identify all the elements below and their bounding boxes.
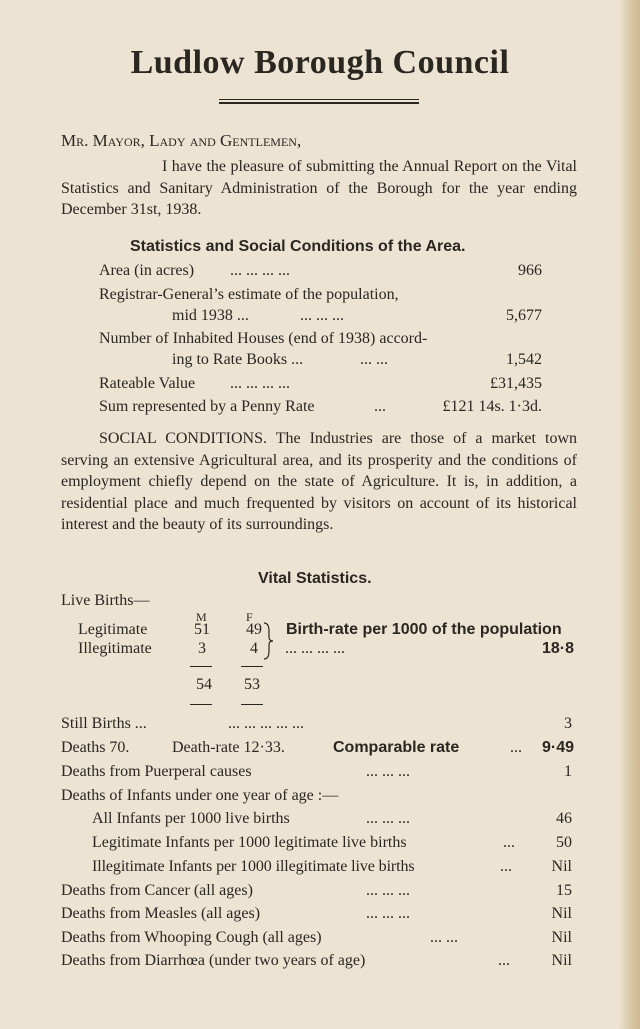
measles-value: Nil (551, 905, 572, 922)
total-rule-f-top (241, 666, 263, 667)
area-dots: ... ... ... ... (230, 262, 290, 279)
still-births-value: 3 (564, 715, 572, 732)
births-brace-icon (262, 621, 276, 661)
still-births-dots: ... ... ... ... ... (228, 715, 304, 732)
vital-heading: Vital Statistics. (258, 570, 372, 587)
total-m: 54 (196, 676, 212, 693)
page-edge-shading (618, 0, 640, 1029)
legitimate-f: 49 (246, 621, 262, 638)
diarrhoea-dots: ... (498, 952, 510, 969)
total-rule-m-bottom (190, 704, 212, 705)
area-value: 966 (518, 262, 542, 279)
page-title: Ludlow Borough Council (130, 44, 510, 81)
salutation: Mr. Mayor, Lady and Gentlemen, (61, 131, 302, 150)
title-rule (219, 99, 419, 104)
illegitimate-infants-dots: ... (500, 858, 512, 875)
puerperal-value: 1 (564, 763, 572, 780)
birth-rate-dots: ... ... ... ... (285, 640, 345, 657)
total-rule-f-bottom (241, 704, 263, 705)
birth-rate-label: Birth-rate per 1000 of the population (286, 621, 562, 638)
deaths-dots: ... (510, 739, 522, 756)
houses-label-1: Number of Inhabited Houses (end of 1938) accord- (99, 330, 428, 347)
estimate-label-1: Registrar-General’s estimate of the population, (99, 286, 399, 303)
measles-dots: ... ... ... (366, 905, 410, 922)
estimate-dots: ... ... ... (300, 307, 344, 324)
legitimate-infants-dots: ... (503, 834, 515, 851)
illegitimate-infants-value: Nil (551, 858, 572, 875)
illegitimate-infants-label: Illegitimate Infants per 1000 illegitimate live births (92, 858, 415, 875)
houses-dots: ... ... (360, 351, 388, 368)
legitimate-infants-label: Legitimate Infants per 1000 legitimate live births (92, 834, 407, 851)
col-header-m: M (196, 610, 207, 624)
infant-deaths-heading: Deaths of Infants under one year of age :— (61, 787, 339, 804)
area-label: Area (in acres) (99, 262, 195, 279)
penny-rate-value: £121 14s. 1·3d. (442, 398, 542, 415)
stats-heading: Statistics and Social Conditions of the Area. (130, 238, 466, 255)
estimate-label-2: mid 1938 ... (172, 307, 249, 324)
total-rule-m-top (190, 666, 212, 667)
whooping-cough-label: Deaths from Whooping Cough (all ages) (61, 929, 322, 946)
death-rate-label: Death-rate 12·33. (172, 739, 285, 756)
whooping-cough-dots: ... ... (430, 929, 458, 946)
total-f: 53 (244, 676, 260, 693)
legitimate-m: 51 (194, 621, 210, 638)
estimate-value: 5,677 (506, 307, 542, 324)
rateable-value: £31,435 (490, 375, 542, 392)
penny-rate-label: Sum represented by a Penny Rate (99, 398, 315, 415)
houses-value: 1,542 (506, 351, 542, 368)
all-infants-value: 46 (556, 810, 572, 827)
all-infants-dots: ... ... ... (366, 810, 410, 827)
illegitimate-label: Illegitimate (78, 640, 152, 657)
illegitimate-m: 3 (198, 640, 206, 657)
cancer-label: Deaths from Cancer (all ages) (61, 882, 253, 899)
cancer-dots: ... ... ... (366, 882, 410, 899)
legitimate-infants-value: 50 (556, 834, 572, 851)
col-header-f: F (246, 610, 253, 624)
legitimate-label: Legitimate (78, 621, 148, 638)
puerperal-label: Deaths from Puerperal causes (61, 763, 252, 780)
deaths-label: Deaths 70. (61, 739, 130, 756)
diarrhoea-value: Nil (551, 952, 572, 969)
social-conditions-paragraph: SOCIAL CONDITIONS. The Industries are those of a market town serving an extensive Agricultural area, and its prosperity and the conditions of employment chiefly depend on the state of Agriculture. It is, in addition, a residential place and much frequented by visitors on account of its historical interest and the beauty of its surroundings. (61, 430, 577, 533)
birth-rate-value: 18·8 (541, 640, 574, 657)
cancer-value: 15 (556, 882, 572, 899)
still-births-label: Still Births ... (61, 715, 147, 732)
live-births-label: Live Births— (61, 592, 150, 609)
puerperal-dots: ... ... ... (366, 763, 410, 780)
comparable-rate-label: Comparable rate (333, 739, 460, 756)
illegitimate-f: 4 (250, 640, 258, 657)
rateable-dots: ... ... ... ... (230, 375, 290, 392)
whooping-cough-value: Nil (551, 929, 572, 946)
measles-label: Deaths from Measles (all ages) (61, 905, 261, 922)
comparable-rate-value: 9·49 (541, 739, 574, 756)
all-infants-label: All Infants per 1000 live births (92, 810, 290, 827)
houses-label-2: ing to Rate Books ... (172, 351, 304, 368)
penny-rate-dots: ... (374, 398, 386, 415)
diarrhoea-label: Deaths from Diarrhœa (under two years of age) (61, 952, 366, 969)
intro-paragraph: I have the pleasure of submitting the Annual Report on the Vital Statistics and Sanitary Administration of the Borough for the year ending December 31st, 1938. (61, 158, 577, 218)
rateable-label: Rateable Value (99, 375, 196, 392)
